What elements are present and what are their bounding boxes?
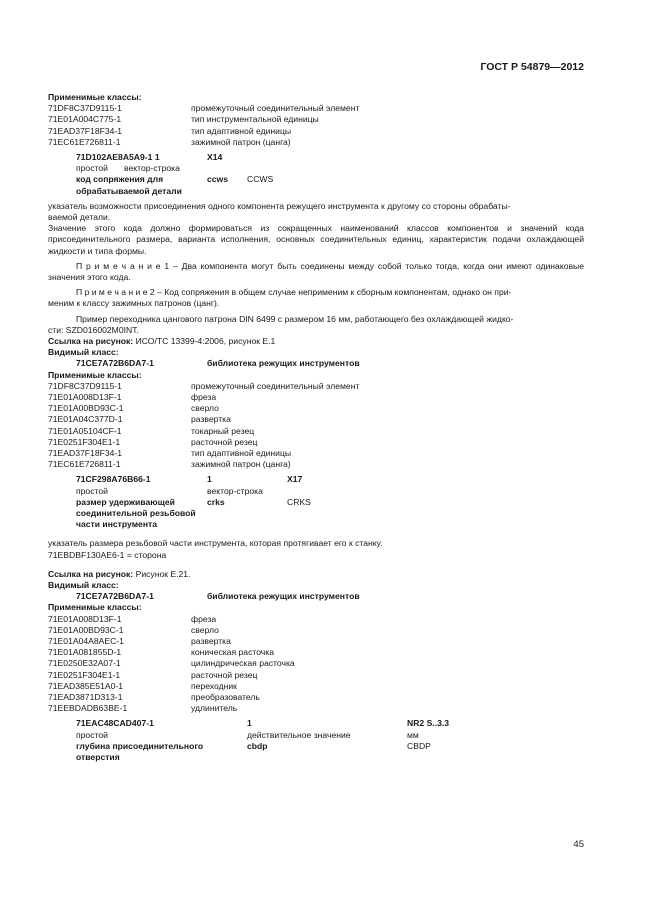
class-row [48, 647, 584, 658]
class-name: фреза [191, 392, 217, 403]
property-type-row [76, 730, 584, 741]
property-name-row [76, 174, 584, 185]
figure-reference [48, 336, 584, 347]
class-code: 71E01A04A8AEC-1 [48, 636, 124, 646]
figure-reference-value: ИСО/ТС 13399-4:2006, рисунок Е.1 [133, 336, 276, 346]
class-name: тип инструментальной единицы [191, 114, 319, 125]
note-1-text: – Два компонента могут быть соединены между собой только тогда, когда они имеют одинаковые значения этого кода. [48, 260, 584, 282]
property-type: простой [76, 163, 108, 174]
standard-header: ГОСТ Р 54879—2012 [480, 61, 584, 73]
class-code: 71E01A081855D-1 [48, 647, 122, 658]
note-2-label: П р и м е ч а н и е 2 [76, 287, 155, 298]
value-line: 71EBDBF130AE6-1 = сторона [48, 549, 167, 560]
note-1 [48, 261, 584, 283]
applicable-classes-title: Применимые классы: [48, 602, 142, 613]
class-row [48, 103, 584, 114]
property-header [76, 718, 584, 729]
class-name: цилиндрическая расточка [191, 658, 295, 669]
class-code: 71EAD37F18F34-1 [48, 448, 123, 459]
class-code: 71EEBDADB63BE-1 [48, 703, 128, 714]
class-code: 71E01A004C775-1 [48, 114, 122, 125]
property-name: глубина присоединительного [76, 740, 204, 751]
figure-reference [48, 569, 584, 580]
property-name-cont: соединительной резьбовой [76, 508, 196, 518]
class-row [48, 137, 584, 148]
note-1-label: П р и м е ч а н и е 1 [76, 260, 170, 271]
class-name: преобразователь [191, 692, 260, 703]
property-name-row [76, 186, 584, 197]
note-2-text: – Код сопряжения в общем случае неприменим к сборным компонентам, однако он при- [154, 287, 512, 298]
definition-text: указатель возможности присоединения одного компонента режущего инструмента к другому со стороны обрабаты- [48, 200, 511, 211]
property-symbol: crks [207, 496, 225, 507]
class-code: 71E0250E32A07-1 [48, 658, 121, 669]
property-type-row [76, 163, 584, 174]
class-code: 71E0251F304E1-1 [48, 436, 121, 447]
class-name: промежуточный соединительный элемент [191, 103, 360, 114]
visible-class-title: Видимый класс: [48, 347, 119, 358]
visible-class-name: библиотека режущих инструментов [207, 358, 360, 369]
property-short-name: CBDP [407, 740, 431, 751]
property-name-cont: отверстия [76, 751, 120, 762]
visible-class-name: библиотека режущих инструментов [207, 591, 360, 602]
code-note: Значение этого кода должно формироваться из сокращенных наименований классов компонентов и значений кода присоединительного размера, варианта исполнения, основных соединительных единиц, характеристик подачи охлаждающей жидкости и типа формы. [48, 223, 584, 256]
visible-class-row [48, 591, 584, 602]
property-datatype: вектор-строка [207, 485, 263, 496]
example-text-cont: сти: SZD016002M0INT. [48, 324, 139, 335]
page-number: 45 [573, 839, 584, 850]
class-row [48, 414, 584, 425]
property-name-row [76, 752, 584, 763]
class-row [48, 392, 584, 403]
class-row [48, 114, 584, 125]
property-type-row [76, 486, 584, 497]
definition-text: указатель размера резьбовой части инструмента, которая протягивает его к станку. [48, 538, 383, 549]
property-id: 71EAC48CAD407-1 [76, 718, 154, 729]
class-code: 71E01A008D13F-1 [48, 392, 122, 403]
property-header [76, 152, 584, 163]
class-code: 71EC61E726811-1 [48, 136, 121, 147]
class-name: расточной резец [191, 436, 258, 447]
note-2 [48, 287, 584, 298]
class-name: удлинитель [191, 703, 238, 714]
note-2-cont: меним к классу зажимных патронов (цанг). [48, 298, 220, 309]
property-unit: мм [407, 729, 419, 740]
class-name: сверло [191, 624, 219, 635]
property-type: простой [76, 729, 108, 740]
class-code: 71EAD3871D313-1 [48, 692, 123, 703]
property-version: 1 [207, 474, 212, 485]
class-code: 71DF8C37D9115-1 [48, 380, 122, 391]
figure-reference-label: Ссылка на рисунок: [48, 336, 134, 346]
class-row [48, 448, 584, 459]
visible-class-title: Видимый класс: [48, 579, 119, 590]
property-format: X17 [287, 474, 303, 485]
visible-class-code: 71CE7A72B6DA7-1 [76, 358, 154, 369]
property-id: 71CF298A76B66-1 [76, 474, 151, 485]
property-name-row [76, 508, 584, 519]
class-row [48, 426, 584, 437]
class-name: коническая расточка [191, 647, 274, 658]
class-code: 71E01A00BD93C-1 [48, 624, 124, 635]
figure-reference-value: Рисунок Е.21. [133, 568, 191, 579]
class-name: сверло [191, 403, 219, 414]
class-name: развертка [191, 414, 231, 425]
class-code: 71E0251F304E1-1 [48, 669, 121, 680]
figure-reference-label: Ссылка на рисунок: [48, 568, 134, 579]
property-symbol: cbdp [247, 740, 268, 751]
class-row [48, 614, 584, 625]
class-code: 71EAD37F18F34-1 [48, 125, 123, 136]
class-code: 71E01A00BD93C-1 [48, 403, 124, 414]
class-name: зажимной патрон (цанга) [191, 459, 291, 470]
class-row [48, 681, 584, 692]
class-row [48, 670, 584, 681]
property-version: 1 [247, 718, 252, 729]
class-name: промежуточный соединительный элемент [191, 380, 360, 391]
property-name: код сопряжения для [76, 174, 164, 185]
property-name-row [76, 741, 584, 752]
class-code: 71DF8C37D9115-1 [48, 103, 122, 114]
property-name-cont: обрабатываемой детали [76, 185, 182, 196]
class-row [48, 381, 584, 392]
class-name: токарный резец [191, 425, 255, 436]
class-row [48, 403, 584, 414]
class-name: переходник [191, 680, 237, 691]
class-code: 71E01A05104CF-1 [48, 425, 122, 436]
applicable-classes-title: Применимые классы: [48, 369, 142, 380]
property-datatype: действительное значение [247, 729, 351, 740]
property-short-name: CRKS [287, 496, 311, 507]
class-row [48, 692, 584, 703]
page-content [48, 92, 584, 763]
property-symbol: ccws [207, 174, 229, 185]
property-short-name: CCWS [247, 174, 274, 185]
property-name: размер удерживающей [76, 496, 175, 507]
property-header [76, 474, 584, 485]
class-name: развертка [191, 636, 231, 646]
class-row [48, 625, 584, 636]
property-format: NR2 S..3.3 [407, 718, 450, 729]
class-name: зажимной патрон (цанга) [191, 136, 291, 147]
class-code: 71E01A008D13F-1 [48, 613, 122, 624]
class-name: фреза [191, 613, 217, 624]
visible-class-code: 71CE7A72B6DA7-1 [76, 591, 154, 602]
property-name-row [76, 519, 584, 530]
class-row [48, 703, 584, 714]
class-code: 71EC61E726811-1 [48, 459, 121, 470]
example-text: Пример переходника цангового патрона DIN 6499 с размером 16 мм, работающего без охлаждающей жидко- [76, 313, 514, 324]
class-name: тип адаптивной единицы [191, 448, 292, 459]
property-format: X14 [207, 152, 223, 163]
class-row [48, 459, 584, 470]
property-name-row [76, 497, 584, 508]
class-row [48, 126, 584, 137]
applicable-classes-title: Применимые классы: [48, 92, 142, 102]
property-type: простой [76, 485, 108, 496]
class-row [48, 636, 584, 647]
class-code: 71EAD385E51A0-1 [48, 680, 124, 691]
property-id: 71D102AE8A5A9-1 1 [76, 152, 160, 163]
class-row [48, 437, 584, 448]
visible-class-row [48, 358, 584, 369]
property-name-cont: части инструмента [76, 519, 158, 530]
class-name: расточной резец [191, 669, 258, 680]
class-name: тип адаптивной единицы [191, 125, 292, 136]
property-datatype: вектор-строка [124, 163, 180, 174]
definition-text-cont: ваемой детали. [48, 211, 111, 222]
class-row [48, 658, 584, 669]
class-code: 71E01A04C377D-1 [48, 414, 123, 425]
